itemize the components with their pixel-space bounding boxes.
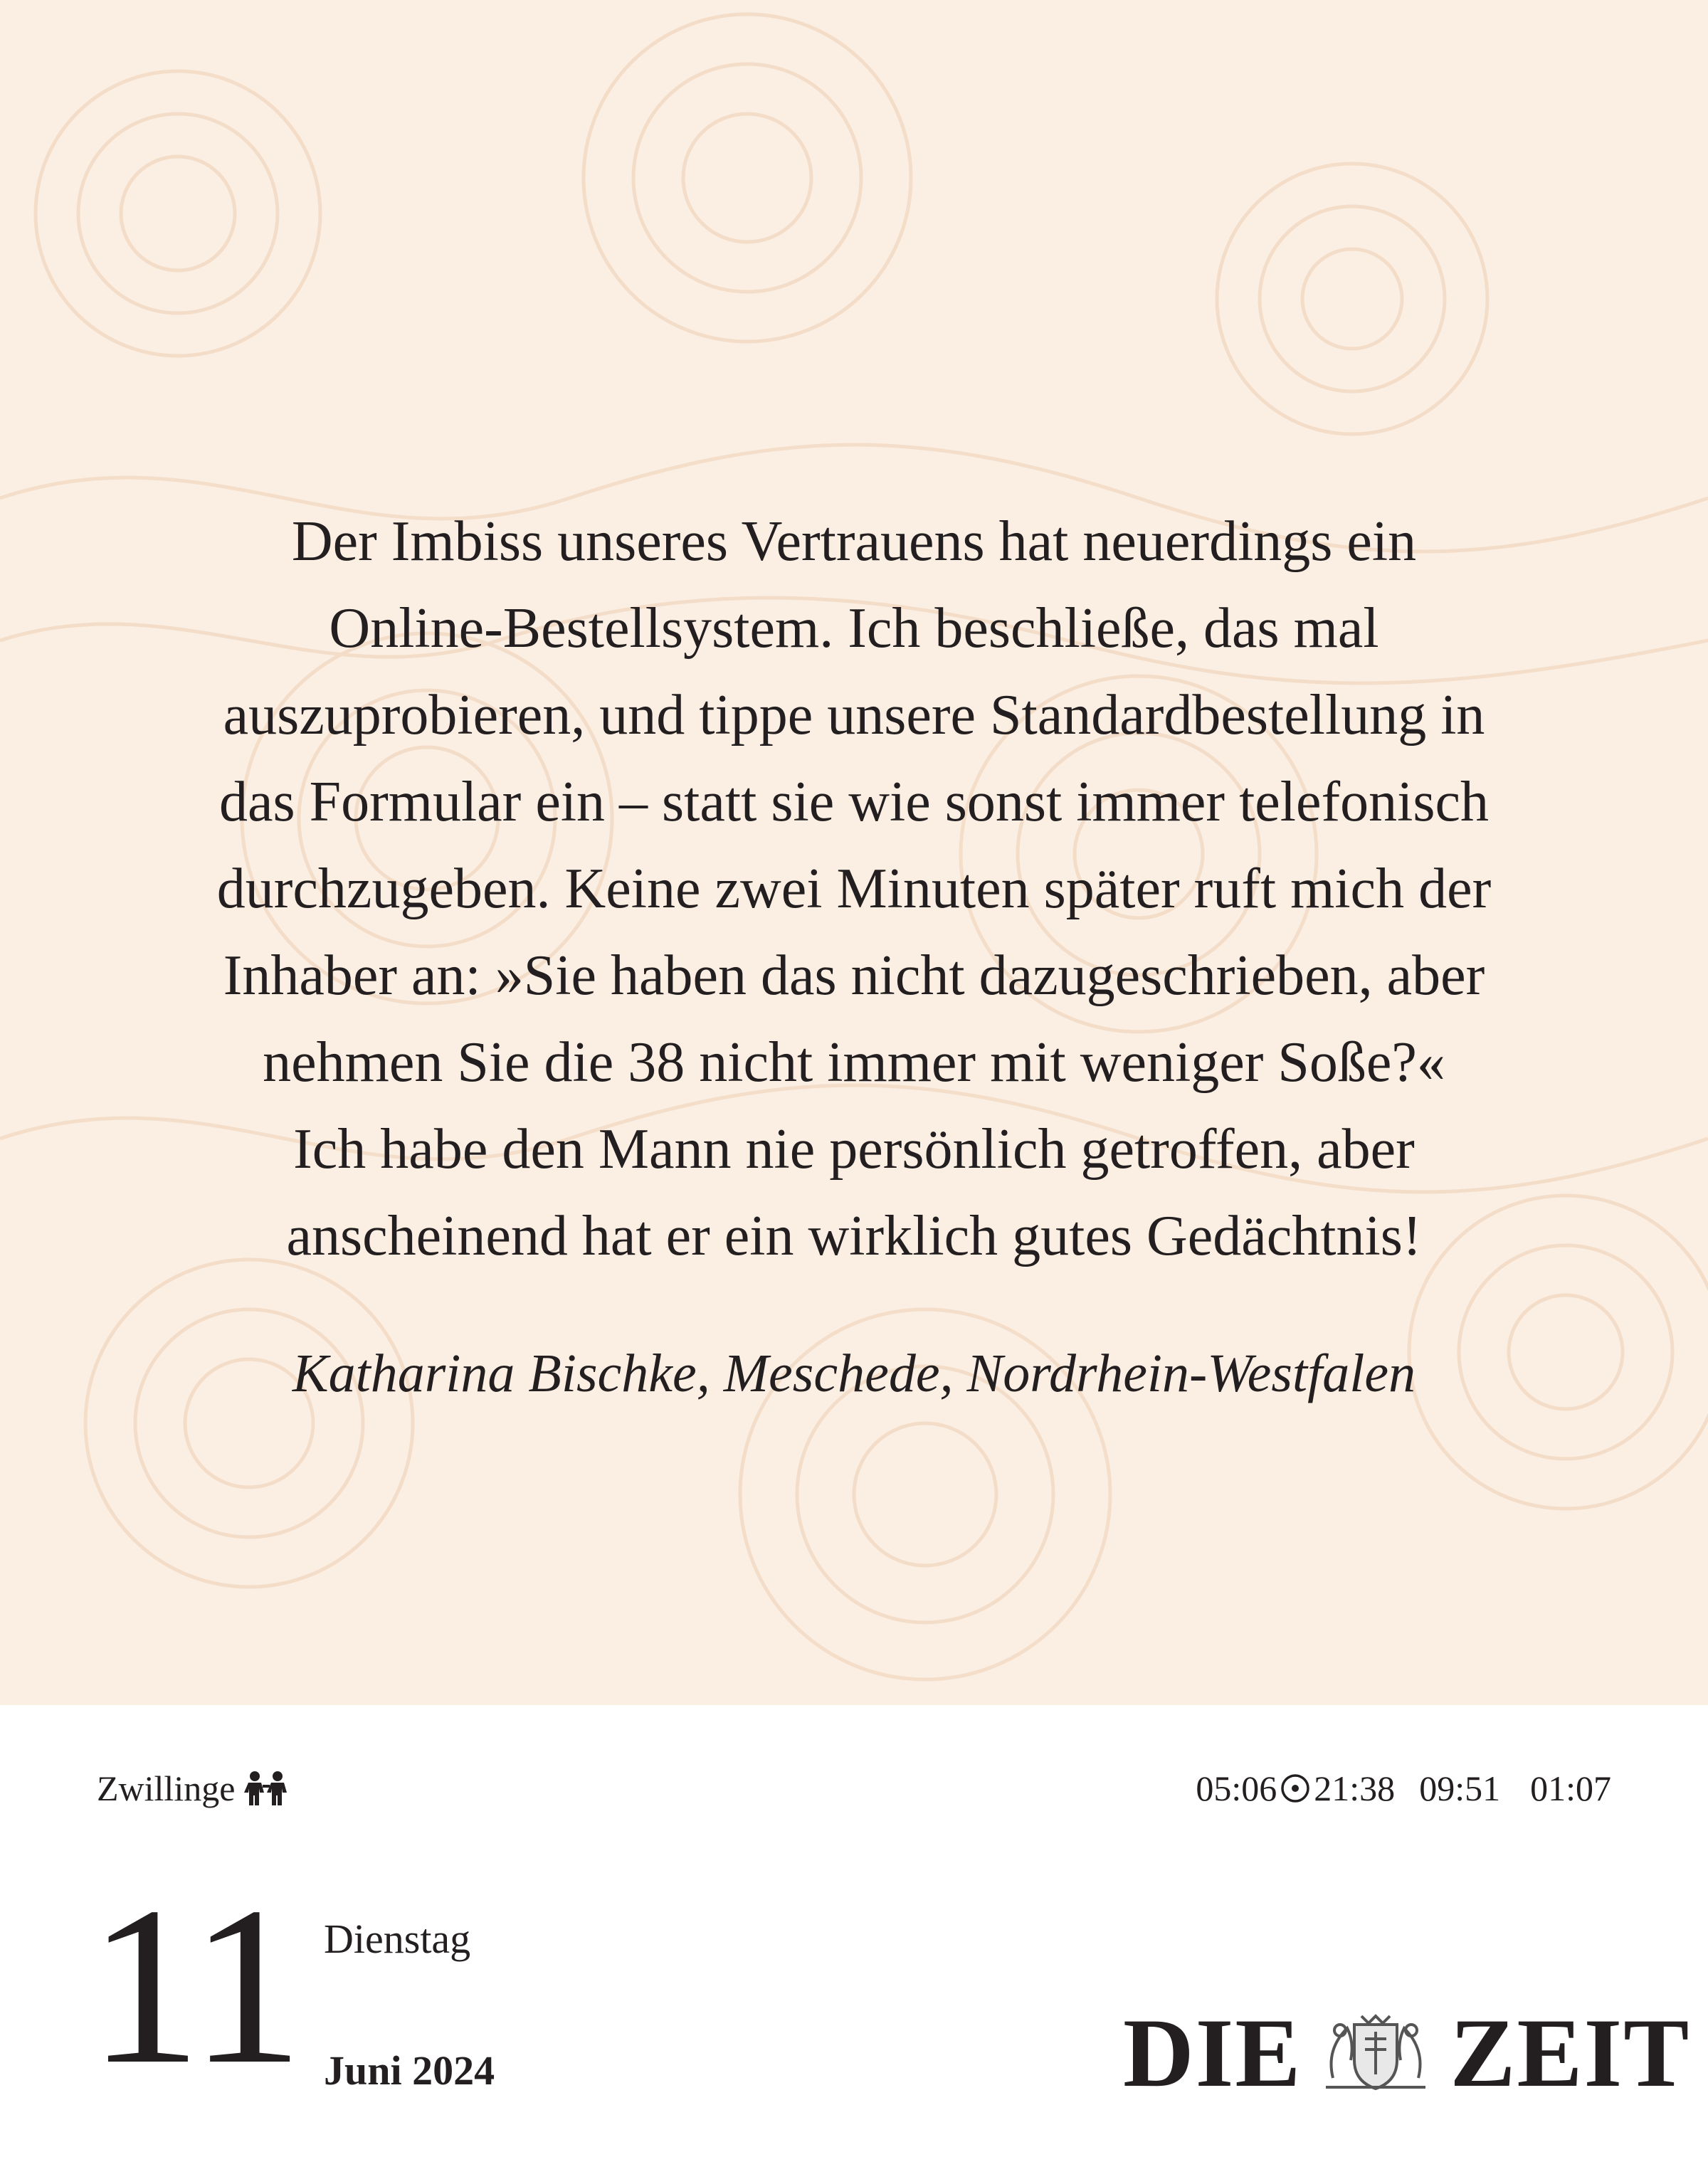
sunset-time: 21:38 [1314, 1768, 1396, 1808]
quote-line: Ich habe den Mann nie persönlich getroffen, aber [293, 1118, 1415, 1181]
month-year-label: Juni 2024 [324, 2047, 495, 2094]
quote-line: Der Imbiss unseres Vertrauens hat neuerdings ein [291, 510, 1417, 573]
sun-icon [1280, 1773, 1311, 1804]
logo-word-zeit: ZEIT [1450, 1998, 1691, 2107]
quote-text [107, 498, 1601, 1280]
gemini-twins-icon [241, 1770, 292, 1807]
quote-line: das Formular ein – statt sie wie sonst immer telefonisch [218, 771, 1490, 833]
die-zeit-logo [1123, 1998, 1691, 2107]
zodiac-label: Zwillinge [97, 1768, 236, 1808]
quote-line: durchzugeben. Keine zwei Minuten später ruft mich der [216, 858, 1492, 920]
quote-line: nehmen Sie die 38 nicht immer mit weniger Soße?« [263, 1031, 1445, 1094]
quote-line: Inhaber an: »Sie haben das nicht dazugeschrieben, aber [223, 944, 1485, 1007]
zodiac-sign [97, 1763, 292, 1813]
sunrise-time: 05:06 [1196, 1768, 1277, 1808]
quote-line: Online-Bestellsystem. Ich beschließe, das mal [329, 597, 1379, 660]
sun-moon-times [1196, 1763, 1611, 1813]
quote-author: Katharina Bischke, Meschede, Nordrhein-Westfalen [292, 1344, 1416, 1403]
crescent-moon-icon [1503, 1772, 1527, 1805]
weekday-label: Dienstag [324, 1916, 471, 1962]
quote-line: anscheinend hat er ein wirklich gutes Gedächtnis! [286, 1205, 1422, 1267]
quote-line: auszuprobieren, und tippe unsere Standardbestellung in [223, 684, 1485, 747]
coat-of-arms-icon [1304, 2010, 1447, 2096]
moonset-time: 01:07 [1530, 1768, 1611, 1808]
logo-word-die: DIE [1123, 1998, 1302, 2107]
day-number: 11 [88, 1860, 301, 2111]
moonrise-time: 09:51 [1419, 1768, 1501, 1808]
